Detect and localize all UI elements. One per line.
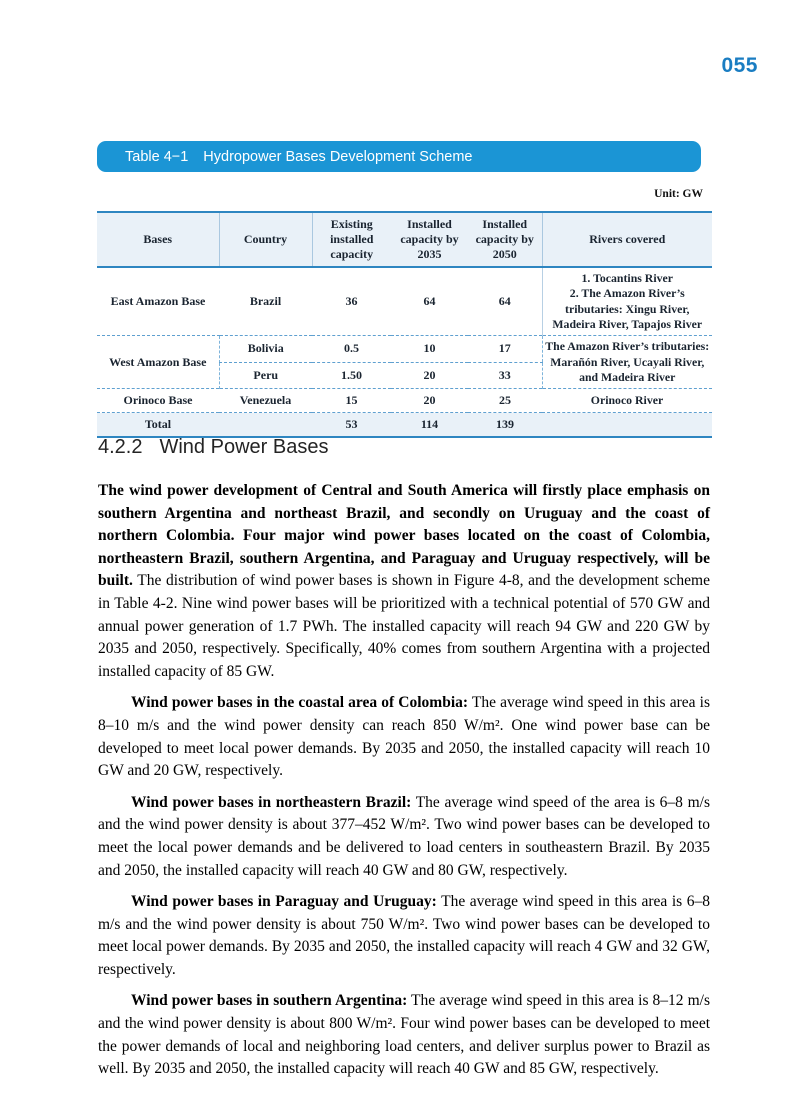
east-rivers-line-1: 1. Tocantins River: [581, 271, 673, 285]
page-number: 055: [721, 54, 758, 77]
paragraph-argentina: [98, 990, 710, 1080]
section-content: [98, 436, 710, 1090]
cell-bolivia-2050: 17: [468, 336, 542, 362]
hydropower-table: [97, 211, 712, 438]
cell-total-label: Total: [97, 413, 219, 437]
cell-total-rivers: [542, 413, 712, 437]
paragraph-argentina-bold: Wind power bases in southern Argentina:: [131, 992, 408, 1010]
cell-east-2050: 64: [498, 293, 511, 308]
table-row-west-amazon-bolivia: [97, 336, 712, 362]
cell-orinoco-base: Orinoco Base: [97, 389, 219, 413]
paragraph-overview: [98, 480, 710, 683]
table-row-east-amazon: [97, 267, 712, 336]
column-header-rivers-covered: Rivers covered: [542, 212, 712, 267]
cell-east-existing: 36: [345, 293, 358, 308]
cell-east-base: East Amazon Base: [110, 293, 206, 308]
table-caption-label: Table 4−1: [125, 148, 189, 165]
table-header-row: [97, 212, 712, 267]
section-title: Wind Power Bases: [159, 436, 329, 458]
column-header-bases: Bases: [97, 212, 219, 267]
cell-bolivia-2035: 10: [391, 336, 468, 362]
cell-total-2035: 114: [391, 413, 468, 437]
paragraph-paraguay-uruguay-rest: The average wind speed in this area is 6–8 m/s and the wind power density is about 750 W/m². Two wind power bases can be developed to meet local power demands. By 2035 and 2050, the installed capacity will reach 4 GW and 32 GW, respectively.: [98, 893, 710, 978]
paragraph-brazil-bold: Wind power bases in northeastern Brazil:: [131, 793, 412, 811]
paragraph-colombia-rest: The average wind speed in this area is 8–10 m/s and the wind power density can reach 850 W/m². One wind power base can be developed to meet local power demands. By 2035 and 2050, the installed capacity will reach 10 GW and 20 GW, respectively.: [98, 694, 710, 780]
paragraph-paraguay-uruguay-bold: Wind power bases in Paraguay and Uruguay:: [131, 893, 437, 911]
cell-orinoco-2035: 20: [391, 389, 468, 413]
cell-total-2050: 139: [468, 413, 542, 437]
cell-peru-existing: 1.50: [341, 367, 362, 382]
column-header-country: Country: [219, 212, 312, 267]
cell-orinoco-rivers: Orinoco River: [542, 389, 712, 413]
paragraph-brazil: [98, 792, 710, 882]
cell-peru-country: Peru: [219, 362, 312, 389]
column-header-capacity-2035: Installed capacity by 2035: [391, 212, 468, 267]
paragraph-argentina-rest: The average wind speed in this area is 8–12 m/s and the wind power density is about 800 W/m². Four wind power bases can be developed to meet the power demands of local and neighboring load centers, and deliver surplus power to Brazil as well. By 2035 and 2050, the installed capacity will reach 40 GW and 85 GW, respectively.: [98, 992, 710, 1078]
cell-east-2035: 64: [423, 293, 436, 308]
paragraph-overview-bold: The wind power development of Central and South America will firstly place emphasis on southern Argentina and northeast Brazil, and secondly on Uruguay and the coast of northern Colombia. Four major wind power bases located on the coast of Colombia, northeastern Brazil, southern Argentina, and Paraguay and Uruguay respectively, will be built.: [98, 482, 710, 590]
table-row-orinoco: [97, 389, 712, 413]
column-header-capacity-2050: Installed capacity by 2050: [468, 212, 542, 267]
cell-east-rivers: [542, 267, 712, 336]
paragraph-colombia: [98, 692, 710, 782]
section-heading: [98, 436, 710, 459]
cell-west-base: West Amazon Base: [97, 336, 219, 389]
hydropower-table-wrap: [97, 211, 712, 438]
cell-total-existing: 53: [312, 413, 391, 437]
paragraph-paraguay-uruguay: [98, 891, 710, 981]
paragraph-overview-rest: The distribution of wind power bases is shown in Figure 4-8, and the development scheme in Table 4-2. Nine wind power bases will be prioritized with a technical potential of 570 GW and annual power generation of 1.7 PWh. The installed capacity will reach 94 GW and 220 GW by 2035 and 2050, respectively. Specifically, 40% comes from southern Argentina with a projected installed capacity of 85 GW.: [98, 572, 710, 680]
cell-orinoco-country: Venezuela: [219, 389, 312, 413]
cell-peru-2035: 20: [423, 367, 436, 382]
paragraph-brazil-rest: The average wind speed of the area is 6–8 m/s and the wind power density is about 377–452 W/m². Two wind power bases can be developed to meet the local power demands and be delivered to load centers in southeastern Brazil. By 2035 and 2050, the installed capacity will reach 40 GW and 80 GW, respectively.: [98, 793, 710, 879]
table-unit-label: Unit: GW: [654, 188, 703, 200]
cell-orinoco-existing: 15: [312, 389, 391, 413]
cell-east-country: Brazil: [249, 293, 282, 308]
cell-peru-2050: 33: [498, 367, 511, 382]
table-caption-title: Hydropower Bases Development Scheme: [203, 148, 473, 165]
section-number: 4.2.2: [98, 436, 143, 458]
cell-bolivia-country: Bolivia: [219, 336, 312, 362]
column-header-existing-capacity: Existing installed capacity: [312, 212, 391, 267]
cell-bolivia-existing: 0.5: [312, 336, 391, 362]
paragraph-colombia-bold: Wind power bases in the coastal area of Colombia:: [131, 694, 469, 712]
cell-west-rivers: The Amazon River’s tributaries: Marañón River, Ucayali River, and Madeira River: [542, 336, 712, 389]
east-rivers-line-2: 2. The Amazon River’s tributaries: Xingu River, Madeira River, Tapajos River: [552, 286, 703, 331]
cell-orinoco-2050: 25: [468, 389, 542, 413]
cell-total-country: [219, 413, 312, 437]
table-row-total: [97, 413, 712, 437]
table-caption-bar: [97, 141, 701, 172]
